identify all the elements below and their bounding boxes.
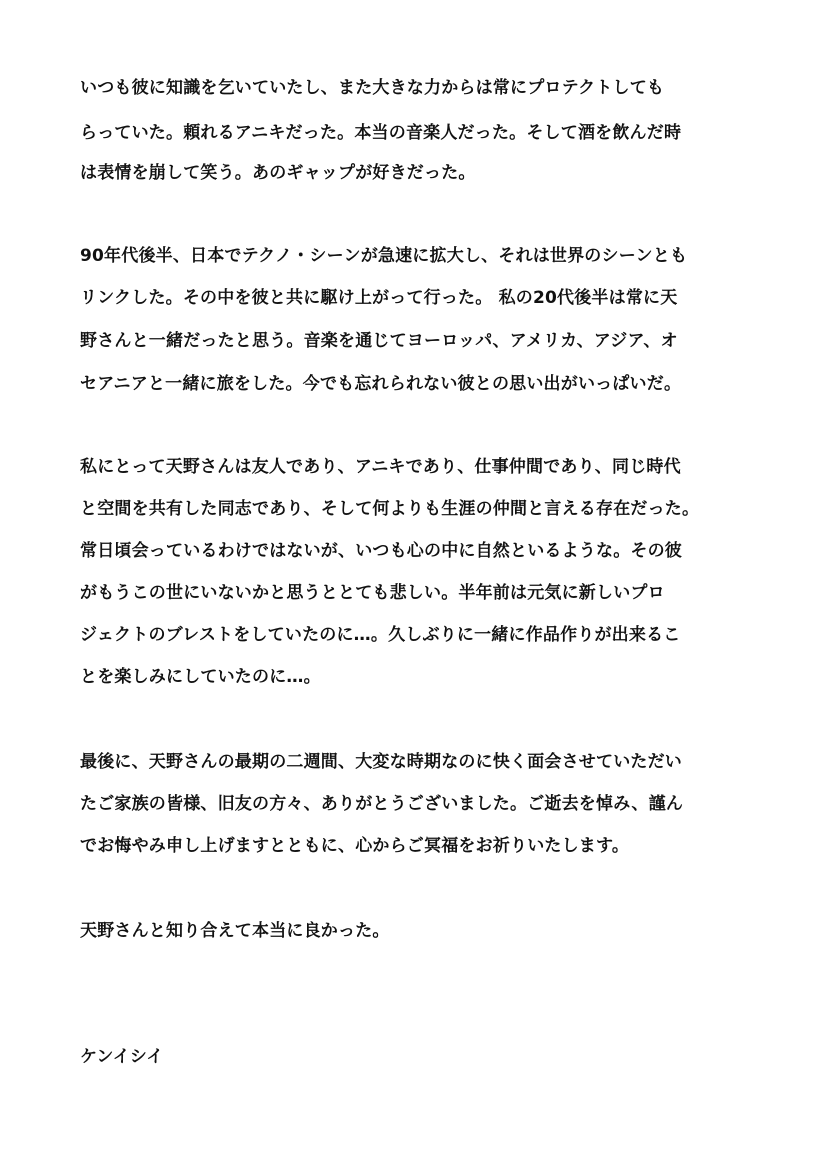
paragraph-1-line-1: いつも彼に知識を乞いていたし、また大きな力からは常にプロテクトしても <box>80 78 665 98</box>
paragraph-5-line-1: 天野さんと知り合えて本当に良かった。 <box>80 921 390 941</box>
paragraph-3-line-6: とを楽しみにしていたのに…。 <box>80 667 321 687</box>
paragraph-2-line-2: リンクした。その中を彼と共に駆け上がって行った。 私の20代後半は常に天 <box>80 288 678 308</box>
paragraph-2-line-4: セアニアと一緒に旅をした。今でも忘れられない彼との思い出がいっぱいだ。 <box>80 374 682 394</box>
paragraph-2-line-1: 90年代後半、日本でテクノ・シーンが急速に拡大し、それは世界のシーンとも <box>80 246 688 266</box>
paragraph-2-line-3: 野さんと一緒だったと思う。音楽を通じてヨーロッパ、アメリカ、アジア、オ <box>80 331 678 351</box>
paragraph-3-line-5: ジェクトのブレストをしていたのに…。久しぶりに一緒に作品作りが出来るこ <box>80 625 681 645</box>
paragraph-1-line-2: らっていた。頼れるアニキだった。本当の音楽人だった。そして酒を飲んだ時 <box>80 123 682 143</box>
paragraph-4-line-1: 最後に、天野さんの最期の二週間、大変な時期なのに快く面会させていただい <box>80 752 682 772</box>
paragraph-3-line-2: と空間を共有した同志であり、そして何よりも生涯の仲間と言える存在だった。 <box>80 499 700 519</box>
signature: ケンイシイ <box>80 1047 164 1067</box>
paragraph-1-line-3: は表情を崩して笑う。あのギャップが好きだった。 <box>80 163 476 183</box>
paragraph-4-line-3: でお悔やみ申し上げますとともに、心からご冥福をお祈りいたします。 <box>80 836 630 856</box>
paragraph-3-line-4: がもうこの世にいないかと思うととても悲しい。半年前は元気に新しいプロ <box>80 583 665 603</box>
paragraph-3-line-3: 常日頃会っているわけではないが、いつも心の中に自然といるような。その彼 <box>80 541 682 561</box>
paragraph-4-line-2: たご家族の皆様、旧友の方々、ありがとうございました。ご逝去を悼み、謹ん <box>80 794 684 814</box>
paragraph-3-line-1: 私にとって天野さんは友人であり、アニキであり、仕事仲間であり、同じ時代 <box>80 457 681 477</box>
